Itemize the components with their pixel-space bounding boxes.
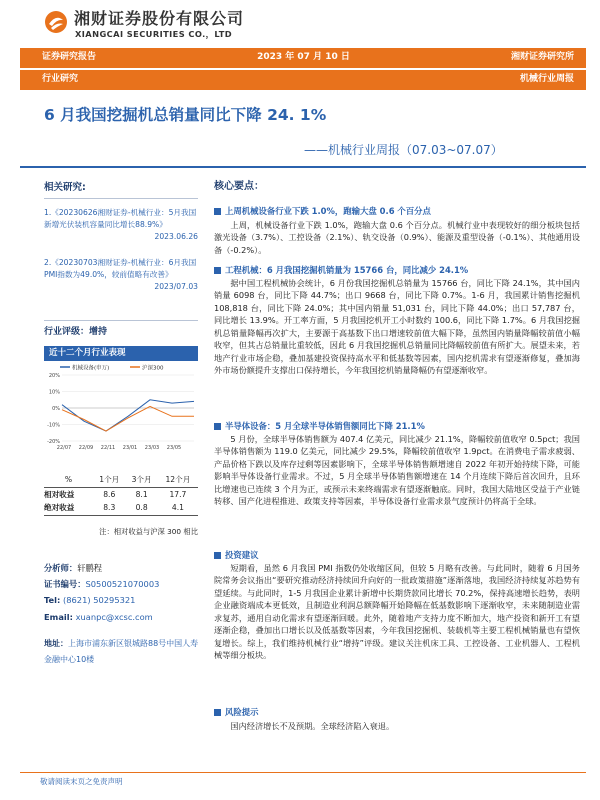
title-divider [20,166,586,168]
x-tick-label: 22/11 [100,445,116,451]
section-heading [214,264,468,276]
y-tick-label: 10% [48,389,60,396]
x-tick-label: 22/07 [56,445,72,451]
y-tick-label: -10% [47,422,60,429]
report-type-label: 证券研究报告 [42,52,97,63]
bullet-square-icon [214,267,221,274]
industry-rating [44,326,107,339]
institute-label: 湘财证券研究所 [510,52,574,63]
table-cell: 8.6 [103,489,116,499]
section-paragraph: 据中国工程机械协会统计，6 月份我国挖掘机总销量为 15766 台，同比下降 24.1%，其中国内销量 6098 台，同比下降 44.7%；出口 9668 台，同比下降 0.7%。1-6 月，我国累计销售挖掘机 108,818 台，同比下降 24.0%；其中国内销量 51,031 台，同比下降 44.0%；出口 57,787 台，同比增长 13.9%。开工率方面，5 月我国挖机开工小时数约 100.6，同比下降 1.7%。6 月我国挖掘机总销量降幅再次扩大，主要源于高基数下出口增速较前值大幅下降，虽然国内销量降幅较前值小幅收窄，但其占总销量比重较低，因此 6 月我国挖掘机总销量同比降幅较前值有所扩大。展望未来，若地产行业市场企稳，叠加基建投资保持高水平和低基数等因素，国内挖机需求有望逐渐修复，叠加海外市场份额提升支撑出口保持增长，今年我国挖机销量降幅仍有望逐渐收窄。 [214,278,580,376]
bullet-square-icon [214,423,221,430]
divider [44,198,198,199]
x-tick-label: 23/05 [166,445,182,451]
footer-divider [20,772,586,773]
section-title: 上周机械设备行业下跌 1.0%，跑输大盘 0.6 个百分点 [225,206,431,216]
rating-label: 行业评级： [44,327,90,337]
tel-label: Tel: [44,595,61,606]
table-cell: 17.7 [169,489,187,499]
section-paragraph: 上周，机械设备行业下跌 1.0%，跑输大盘 0.6 个百分点。机械行业中表现较好的细分板块包括激光设备（3.7%）、工控设备（2.1%）、轨交设备（0.9%）、能源及重型设备（-0.1%）、其他通用设备（-0.2%）。 [214,220,580,255]
related-report-title: 1.《20230626湘财证券-机械行业：5月我国新增光伏装机容量同比增长88.9%》 [44,208,197,229]
related-report-title: 2.《20230703湘财证券-机械行业：6月我国PMI指数为49.0%，较前值略有改善》 [44,258,197,279]
report-date: 2023 年 07 月 10 日 [257,52,350,63]
analyst-contact [44,560,204,625]
table-cell: 0.8 [125,501,157,515]
related-report-link[interactable] [44,207,198,242]
related-research-heading: 相关研究: [44,182,86,193]
page-subtitle: ——机械行业周报（07.03~07.07） [304,143,503,157]
rating-value: 增持 [89,327,108,337]
table-header-cell: 3个月 [125,473,157,487]
company-name-cn: 湘财证券股份有限公司 [74,9,245,28]
legend-label-industry: 机械设备(申万) [72,365,110,372]
x-tick-label: 23/01 [122,445,138,451]
x-tick-label: 22/09 [78,445,94,451]
table-cell: 8.3 [93,501,125,515]
company-logo-icon [44,10,68,34]
chart-title: 近十二个月行业表现 [44,346,198,361]
table-header-cell: % [44,473,93,487]
cert-number: S0500521070003 [85,579,160,590]
divider [44,320,198,321]
company-name-en: XIANGCAI SECURITIES CO.，LTD [75,29,233,39]
section-heading [214,420,425,432]
table-header-cell: 1个月 [93,473,125,487]
y-tick-label: 0% [52,405,60,412]
address-block [44,636,204,667]
table-header-cell: 12个月 [158,473,198,487]
section-heading [214,706,259,718]
bullet-square-icon [214,709,221,716]
section-paragraph: 国内经济增长不及预期。全球经济陷入衰退。 [230,721,395,731]
core-points-heading: 核心要点： [214,181,264,192]
bullet-square-icon [214,208,221,215]
research-category: 行业研究 [42,74,79,85]
performance-table [44,473,198,516]
section-title: 半导体设备：5 月全球半导体销售额同比下降 21.1% [225,421,425,431]
section-paragraph: 5 月份，全球半导体销售额为 407.4 亿美元，同比减少 21.1%，降幅较前值收窄 0.5pct；我国半导体销售额为 119.0 亿美元，同比减少 29.5%，降幅较前值收窄 1.9pct。在消费电子需求疲弱、产品价格下跌以及库存过剩等因素影响下，全球半导体销售额增速自 2022 年初开始持续下降，可能影响半导体设备行业需求。不过，5 月全球半导体销售额增速在 14 个月连续下降后首次回升，且环比增速也已连续 3 个月为正，或预示未来终端需求有望逐渐触底。同时，我国大陆地区受益于产业链转移、国产化进程推进、政策支持等因素，半导体设备行业需求景气度预计仍将高于全球。 [214,434,580,507]
analyst-name: 轩鹏程 [77,563,103,573]
tel-number: (8621) 50295321 [63,595,136,606]
performance-chart [44,361,198,453]
address-label: 地址： [44,639,68,648]
table-header-row [44,473,198,487]
section-title: 工程机械：6 月我国挖掘机销量为 15766 台，同比减少 24.1% [225,265,469,275]
header-bar-primary [20,48,586,68]
row-label: 相对收益 [44,489,75,499]
table-note: 注：相对收益与沪深 300 相比 [99,527,198,536]
section-title: 投资建议 [225,550,259,560]
email-label: Email: [44,611,73,622]
row-label: 绝对收益 [44,501,93,515]
legend-label-index: 沪深300 [142,365,164,372]
section-heading [214,549,259,561]
section-paragraph: 短期看，虽然 6 月我国 PMI 指数仍处收缩区间，但较 5 月略有改善。与此同时，随着 6 月国务院常务会议指出“要研究推动经济持续回升向好的一批政策措施”逐渐落地，我国经济持续复苏趋势有望延续。与此同时，1-5 月我国企业累计新增中长期贷款同比增长 70.2%，保持高速增长趋势，表明企业融资端成本更低效，且制造业利润总额降幅开始降幅在低基数影响下逐渐收窄，未来随制造业需求复苏，通用自动化需求有望逐渐回暖。此外，随着地产支持力度不断加大，地产投资和新开工有望逐渐企稳，叠加出口增长以及低基数等因素，今年我国挖掘机、装载机等主要工程机械销量也有望恢复增长。综上，我们维持机械行业“增持”评级。建议关注机床工具、工控设备、工业机器人、工程机械等细分板块。 [214,563,580,661]
table-row [44,487,198,501]
related-report-link[interactable] [44,257,198,292]
cert-label: 证书编号： [44,579,86,590]
address-value: 上海市浦东新区银城路88号中国人寿金融中心10楼 [44,639,199,664]
table-cell: 4.1 [158,501,198,515]
email-link[interactable]: xuanpc@xcsc.com [75,611,153,622]
table-cell: 8.1 [135,489,148,499]
section-title: 风险提示 [225,707,259,717]
analyst-label: 分析师： [44,563,78,573]
header-bar-secondary [20,70,586,90]
disclaimer-link[interactable]: 敬请阅读末页之免责声明 [40,777,123,786]
related-report-date: 2023/07.03 [154,281,198,291]
x-tick-label: 23/03 [144,445,160,451]
table-row [44,501,198,515]
page-title: 6 月我国挖掘机总销量同比下降 24. 1% [44,106,327,124]
y-tick-label: -20% [47,438,60,445]
report-series: 机械行业周报 [519,74,574,85]
y-tick-label: 20% [48,372,60,379]
related-report-date: 2023.06.26 [154,231,198,241]
bullet-square-icon [214,552,221,559]
section-heading [214,205,431,217]
